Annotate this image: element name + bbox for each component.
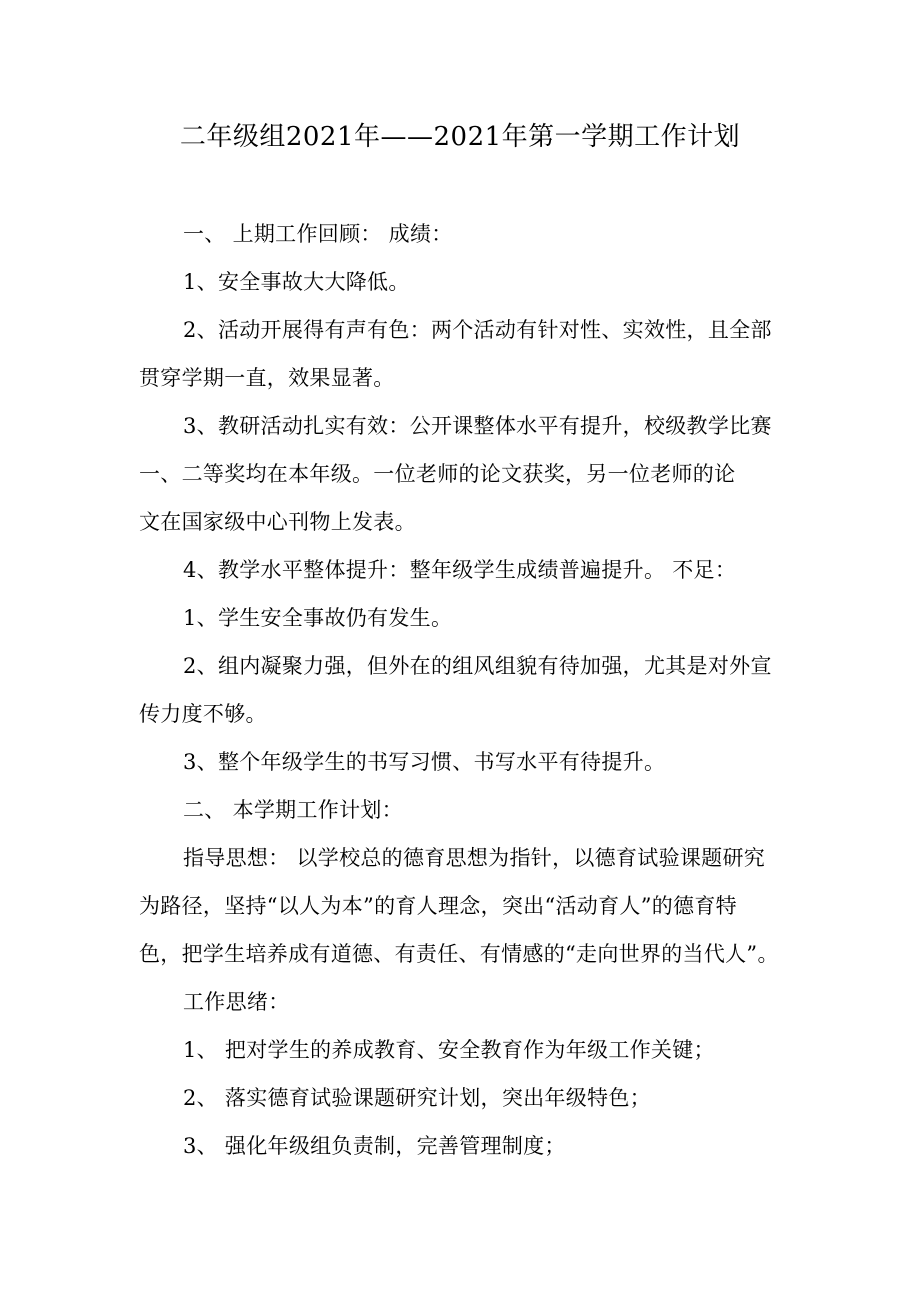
paragraph-line: 1、学生安全事故仍有发生。 xyxy=(183,606,453,630)
list-item: 1、 把对学生的养成教育、安全教育作为年级工作关键； xyxy=(183,1038,715,1062)
list-item: 3、 强化年级组负责制，完善管理制度； xyxy=(183,1134,566,1158)
paragraph-line: 贯穿学期一直，效果显著。 xyxy=(139,366,395,390)
paragraph-line: 1、安全事故大大降低。 xyxy=(183,270,410,294)
paragraph-line: 2、活动开展得有声有色：两个活动有针对性、实效性，且全部 xyxy=(183,318,772,342)
document-title: 二年级组2021年——2021年第一学期工作计划 xyxy=(179,122,741,152)
paragraph-line: 一、二等奖均在本年级。一位老师的论文获奖，另一位老师的论 xyxy=(139,462,736,486)
paragraph-line: 4、教学水平整体提升：整年级学生成绩普遍提升。 不足： xyxy=(183,558,737,582)
paragraph-line: 文在国家级中心刊物上发表。 xyxy=(139,510,416,534)
paragraph-line: 为路径，坚持“以人为本”的育人理念，突出“活动育人”的德育特 xyxy=(139,894,737,918)
list-item: 2、 落实德育试验课题研究计划，突出年级特色； xyxy=(183,1086,651,1110)
paragraph-line: 指导思想： 以学校总的德育思想为指针，以德育试验课题研究 xyxy=(183,846,766,870)
paragraph-line: 传力度不够。 xyxy=(139,702,267,726)
section-heading-review: 一、 上期工作回顾： 成绩： xyxy=(183,222,453,246)
paragraph-line: 3、教研活动扎实有效：公开课整体水平有提升，校级教学比赛 xyxy=(183,414,772,438)
section-heading-plan: 二、 本学期工作计划： xyxy=(183,798,403,822)
paragraph-line: 色，把学生培养成有道德、有责任、有情感的“走向世界的当代人”。 xyxy=(139,942,779,966)
paragraph-line: 3、整个年级学生的书写习惯、书写水平有待提升。 xyxy=(183,750,666,774)
paragraph-line: 2、组内凝聚力强，但外在的组风组貌有待加强，尤其是对外宣 xyxy=(183,654,772,678)
paragraph-line: 工作思绪： xyxy=(183,990,290,1014)
